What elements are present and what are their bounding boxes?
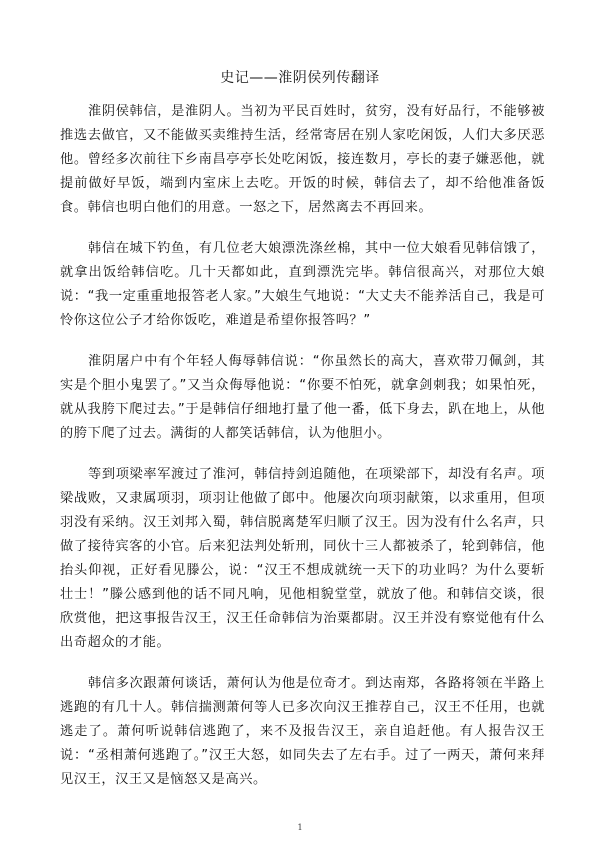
page-number: 1 bbox=[297, 823, 303, 832]
paragraph: 等到项梁率军渡过了淮河，韩信持剑追随他，在项梁部下，却没有名声。项梁战败，又隶属项羽，项羽让他做了郎中。他屡次向项羽献策，以求重用，但项羽没有采纳。汉王刘邦入蜀，韩信脱离楚军归顺了汉王。因为没有什么名声，只做了接待宾客的小官。后来犯法判处斩刑，同伙十三人都被杀了，轮到韩信，他抬头仰视，正好看见滕公，说：“汉王不想成就统一天下的功业吗？为什么要斩壮士！”滕公感到他的话不同凡响，见他相貌堂堂，就放了他。和韩信交谈，很欣赏他，把这事报告汉王，汉王任命韩信为治粟都尉。汉王并没有察觉他有什么出奇超众的才能。 bbox=[60, 467, 545, 650]
paragraph: 韩信多次跟萧何谈话，萧何认为他是位奇才。到达南郑，各路将领在半路上逃跑的有几十人。韩信揣测萧何等人已多次向汉王推荐自己，汉王不任用，也就逃走了。萧何听说韩信逃跑了，来不及报告汉王，亲自追赶他。有人报告汉王说：“丞相萧何逃跑了。”汉王大怒，如同失去了左右手。过了一两天，萧何来拜见汉王，汉王又是恼怒又是高兴。 bbox=[60, 676, 545, 787]
document-body bbox=[60, 100, 545, 809]
paragraph: 韩信在城下钓鱼，有几位老大娘漂洗涤丝棉，其中一位大娘看见韩信饿了，就拿出饭给韩信吃。几十天都如此，直到漂洗完毕。韩信很高兴，对那位大娘说：“我一定重重地报答老人家。”大娘生气地说：“大丈夫不能养活自己，我是可怜你这位公子才给你饭吃，难道是希望你报答吗？” bbox=[60, 241, 545, 328]
paragraph: 淮阴侯韩信，是淮阴人。当初为平民百姓时，贫穷，没有好品行，不能够被推选去做官，又不能做买卖维持生活，经常寄居在别人家吃闲饭，人们大多厌恶他。曾经多次前往下乡南昌亭亭长处吃闲饭，接连数月，亭长的妻子嫌恶他，就提前做好早饭，端到内室床上去吃。开饭的时候，韩信去了，却不给他准备饭食。韩信也明白他们的用意。一怒之下，居然离去不再回来。 bbox=[60, 104, 545, 215]
page-title: 史记——淮阴侯列传翻译 bbox=[220, 70, 380, 86]
paragraph: 淮阴屠户中有个年轻人侮辱韩信说：“你虽然长的高大，喜欢带刀佩剑，其实是个胆小鬼罢了。”又当众侮辱他说：“你要不怕死，就拿剑刺我；如果怕死，就从我胯下爬过去。”于是韩信仔细地打量了他一番，低下身去，趴在地上，从他的胯下爬了过去。满街的人都笑话韩信，认为他胆小。 bbox=[60, 354, 545, 441]
